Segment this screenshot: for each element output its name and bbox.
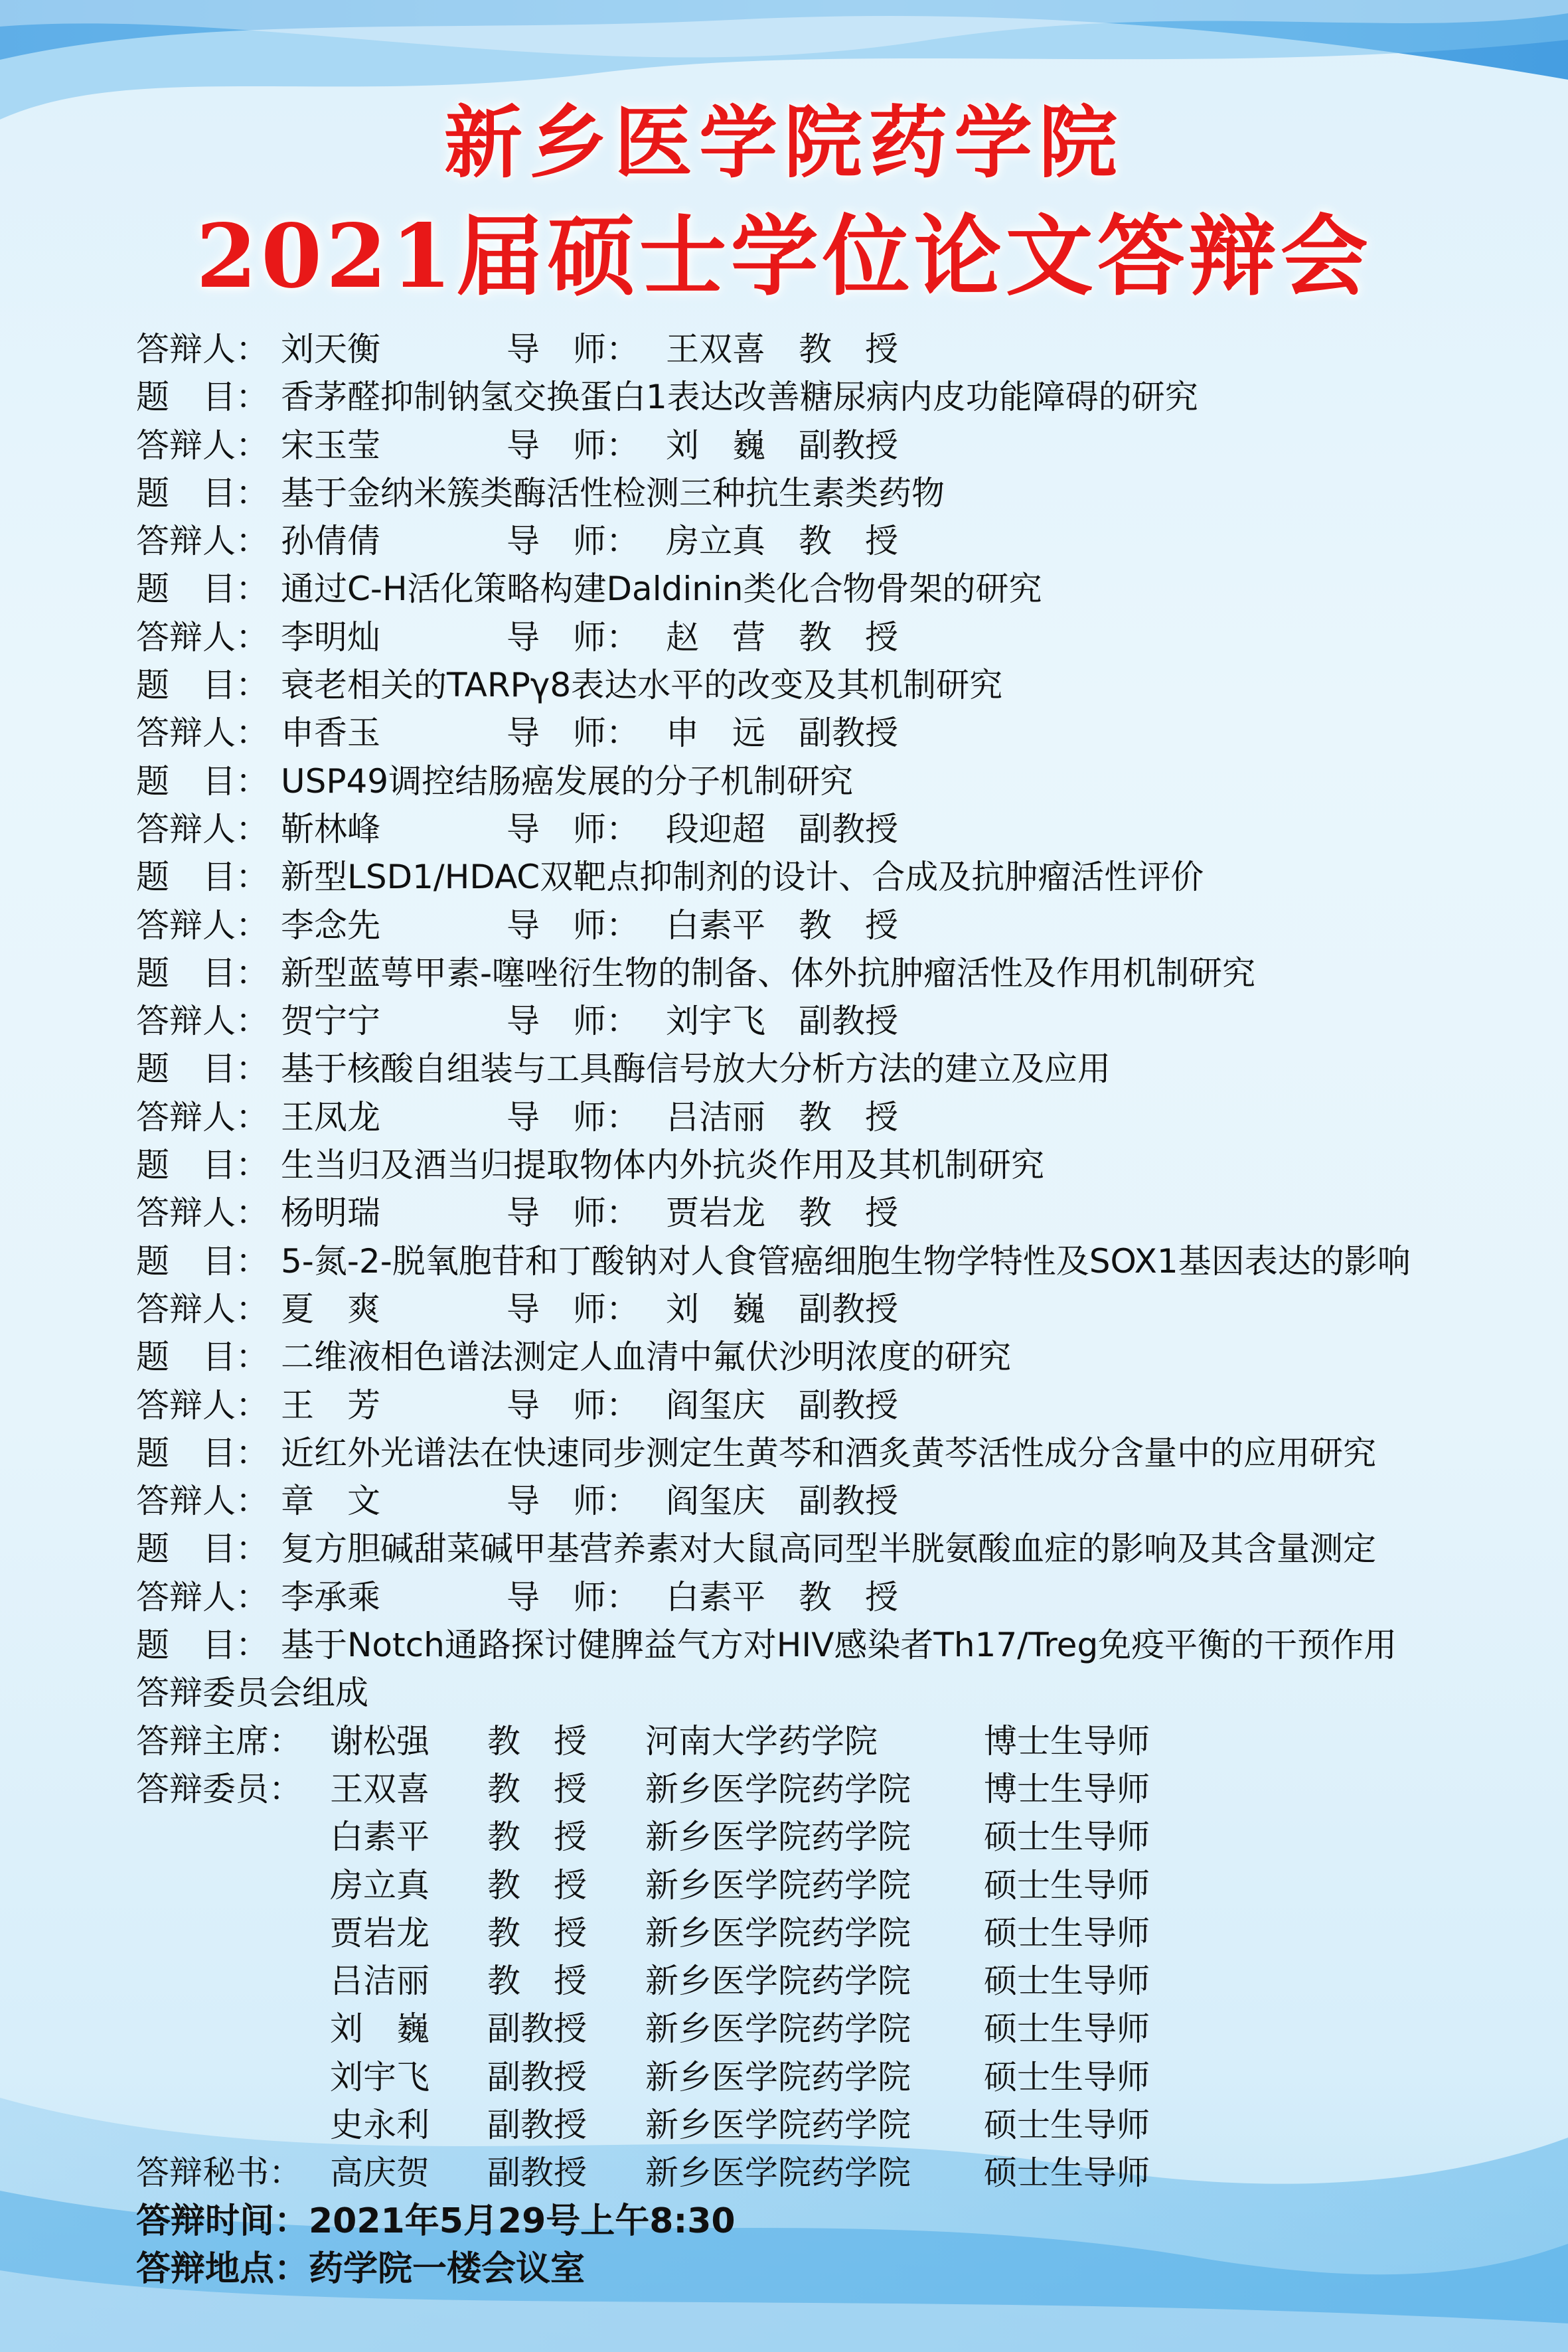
defender-row (136, 517, 1530, 565)
defender-row (136, 422, 1530, 469)
defender-row (136, 902, 1530, 949)
advisor-name: 白素平 教 授 (666, 905, 898, 945)
defender-row (136, 805, 1530, 853)
topic-label: 题 目： (136, 1433, 269, 1472)
committee-heading: 答辩委员会组成 (136, 1674, 368, 1713)
advisor-name: 阎玺庆 副教授 (666, 1482, 898, 1521)
member-rank: 教 授 (487, 1721, 587, 1761)
defender-label: 答辩人： (136, 714, 269, 753)
member-name: 刘 巍 (330, 2009, 430, 2049)
defender-label: 答辩人： (136, 1097, 269, 1137)
defender-name: 刘天衡 (281, 330, 380, 368)
defender-name: 李明灿 (281, 617, 380, 657)
topic-row (136, 757, 1530, 805)
defender-label: 答辩人： (136, 1289, 269, 1328)
topic-label: 题 目： (136, 953, 269, 992)
advisor-name: 王双喜 教 授 (666, 330, 898, 368)
committee-member-row (136, 2053, 1530, 2101)
member-rank: 副教授 (487, 2105, 587, 2144)
member-role: 硕士生导师 (984, 1962, 1150, 2001)
topic-label: 题 目： (136, 473, 269, 512)
topic-text: 新型LSD1/HDAC双靶点抑制剂的设计、合成及抗肿瘤活性评价 (281, 858, 1204, 897)
topic-row (136, 661, 1530, 709)
defender-label: 答辩人： (136, 1482, 269, 1521)
committee-member-row (136, 1813, 1530, 1861)
topic-row (136, 373, 1530, 421)
member-rank: 教 授 (487, 1769, 587, 1808)
member-name: 史永利 (330, 2105, 430, 2144)
advisor-name: 申 远 副教授 (666, 714, 898, 753)
defender-row (136, 1285, 1530, 1333)
member-institution: 新乡医学院药学院 (645, 2009, 911, 2049)
defender-label: 答辩人： (136, 1577, 269, 1616)
defender-name: 贺宁宁 (281, 1002, 380, 1041)
committee-member-row (136, 1957, 1530, 2005)
defense-place: 答辩地点：药学院一楼会议室 (136, 2248, 586, 2289)
defender-name: 杨明瑞 (281, 1194, 380, 1233)
committee-member-row (136, 1765, 1530, 1813)
defender-label: 答辩人： (136, 330, 269, 368)
advisor-name: 白素平 教 授 (666, 1577, 898, 1616)
topic-text: 基于金纳米簇类酶活性检测三种抗生素类药物 (281, 473, 945, 512)
advisor-label: 导 师： (507, 905, 639, 945)
advisor-label: 导 师： (507, 617, 639, 657)
committee-label: 答辩委员： (136, 1769, 302, 1808)
defender-name: 李念先 (281, 905, 380, 945)
defender-name: 王凤龙 (281, 1097, 380, 1137)
committee-chair-row (136, 1717, 1530, 1765)
member-institution: 新乡医学院药学院 (645, 1818, 911, 1857)
defender-row (136, 613, 1530, 661)
topic-label: 题 目： (136, 378, 269, 417)
member-role: 硕士生导师 (984, 1913, 1150, 1952)
defender-name: 宋玉莹 (281, 426, 380, 465)
member-name: 刘宇飞 (330, 2057, 430, 2096)
defense-time: 答辩时间：2021年5月29号上午8:30 (136, 2201, 736, 2241)
defender-row (136, 1189, 1530, 1237)
member-role: 硕士生导师 (984, 2057, 1150, 2096)
committee-label: 答辩主席： (136, 1721, 302, 1761)
topic-text: 复方胆碱甜菜碱甲基营养素对大鼠高同型半胱氨酸血症的影响及其含量测定 (281, 1529, 1376, 1569)
advisor-name: 刘 巍 副教授 (666, 1289, 898, 1328)
defender-name: 王 芳 (281, 1385, 380, 1425)
defender-row (136, 1477, 1530, 1525)
topic-label: 题 目： (136, 1529, 269, 1569)
member-role: 硕士生导师 (984, 1865, 1150, 1905)
poster-subtitle: 2021届硕士学位论文答辩会 (196, 205, 1372, 308)
committee-secretary-row (136, 2149, 1530, 2197)
topic-row (136, 1333, 1530, 1381)
defender-row (136, 709, 1530, 757)
member-rank: 副教授 (487, 2057, 587, 2096)
advisor-name: 段迎超 副教授 (666, 809, 898, 848)
advisor-label: 导 师： (507, 1194, 639, 1233)
advisor-label: 导 师： (507, 1385, 639, 1425)
defense-list (136, 325, 1530, 2293)
member-role: 硕士生导师 (984, 2105, 1150, 2144)
topic-row (136, 1621, 1530, 1669)
topic-row (136, 1045, 1530, 1093)
topic-text: USP49调控结肠癌发展的分子机制研究 (281, 761, 854, 801)
member-rank: 教 授 (487, 1962, 587, 2001)
member-institution: 新乡医学院药学院 (645, 1865, 911, 1905)
advisor-name: 刘 巍 副教授 (666, 426, 898, 465)
advisor-label: 导 师： (507, 714, 639, 753)
defender-name: 靳林峰 (281, 809, 380, 848)
topic-text: 基于核酸自组装与工具酶信号放大分析方法的建立及应用 (281, 1050, 1111, 1089)
advisor-name: 赵 营 教 授 (666, 617, 898, 657)
defender-label: 答辩人： (136, 426, 269, 465)
advisor-label: 导 师： (507, 330, 639, 368)
topic-text: 衰老相关的TARPγ8表达水平的改变及其机制研究 (281, 666, 1003, 705)
member-institution: 新乡医学院药学院 (645, 1962, 911, 2001)
member-rank: 教 授 (487, 1865, 587, 1905)
member-name: 高庆贺 (330, 2154, 430, 2193)
topic-text: 5-氮-2-脱氧胞苷和丁酸钠对人食管癌细胞生物学特性及SOX1基因表达的影响 (281, 1241, 1411, 1281)
topic-row (136, 949, 1530, 997)
topic-label: 题 目： (136, 761, 269, 801)
defender-row (136, 1381, 1530, 1429)
defender-name: 申香玉 (281, 714, 380, 753)
topic-text: 基于Notch通路探讨健脾益气方对HIV感染者Th17/Treg免疫平衡的干预作用 (281, 1626, 1397, 1665)
defender-name: 李承乘 (281, 1577, 380, 1616)
topic-row (136, 1525, 1530, 1573)
topic-text: 通过C-H活化策略构建Daldinin类化合物骨架的研究 (281, 570, 1042, 609)
advisor-name: 吕洁丽 教 授 (666, 1097, 898, 1137)
topic-text: 香茅醛抑制钠氢交换蛋白1表达改善糖尿病内皮功能障碍的研究 (281, 378, 1198, 417)
advisor-name: 刘宇飞 副教授 (666, 1002, 898, 1041)
topic-label: 题 目： (136, 1338, 269, 1377)
defender-name: 章 文 (281, 1482, 380, 1521)
topic-label: 题 目： (136, 1241, 269, 1281)
committee-member-row (136, 1909, 1530, 1957)
member-institution: 新乡医学院药学院 (645, 2105, 911, 2144)
member-rank: 副教授 (487, 2009, 587, 2049)
advisor-label: 导 师： (507, 1097, 639, 1137)
member-name: 谢松强 (330, 1721, 430, 1761)
topic-label: 题 目： (136, 1146, 269, 1185)
advisor-label: 导 师： (507, 1002, 639, 1041)
topic-row (136, 469, 1530, 517)
member-institution: 新乡医学院药学院 (645, 1769, 911, 1808)
topic-text: 二维液相色谱法测定人血清中氟伏沙明浓度的研究 (281, 1338, 1011, 1377)
member-rank: 教 授 (487, 1818, 587, 1857)
defender-label: 答辩人： (136, 809, 269, 848)
member-institution: 新乡医学院药学院 (645, 2154, 911, 2193)
topic-label: 题 目： (136, 1626, 269, 1665)
advisor-name: 贾岩龙 教 授 (666, 1194, 898, 1233)
advisor-label: 导 师： (507, 809, 639, 848)
defender-label: 答辩人： (136, 905, 269, 945)
defender-name: 孙倩倩 (281, 522, 380, 561)
topic-row (136, 565, 1530, 613)
advisor-label: 导 师： (507, 426, 639, 465)
defender-label: 答辩人： (136, 522, 269, 561)
topic-row (136, 1141, 1530, 1189)
topic-text: 新型蓝萼甲素-噻唑衍生物的制备、体外抗肿瘤活性及作用机制研究 (281, 953, 1256, 992)
member-name: 贾岩龙 (330, 1913, 430, 1952)
member-role: 硕士生导师 (984, 2009, 1150, 2049)
topic-label: 题 目： (136, 1050, 269, 1089)
defender-row (136, 1093, 1530, 1141)
topic-text: 生当归及酒当归提取物体内外抗炎作用及其机制研究 (281, 1146, 1044, 1185)
member-rank: 副教授 (487, 2154, 587, 2193)
committee-label: 答辩秘书： (136, 2154, 302, 2193)
defender-label: 答辩人： (136, 1194, 269, 1233)
poster-title: 新乡医学院药学院 (443, 96, 1124, 189)
topic-row (136, 1237, 1530, 1285)
topic-label: 题 目： (136, 858, 269, 897)
defender-name: 夏 爽 (281, 1289, 380, 1328)
advisor-label: 导 师： (507, 1289, 639, 1328)
member-name: 房立真 (330, 1865, 430, 1905)
defender-label: 答辩人： (136, 1385, 269, 1425)
committee-member-row (136, 2101, 1530, 2149)
member-name: 王双喜 (330, 1769, 430, 1808)
committee-member-row (136, 2005, 1530, 2053)
member-role: 博士生导师 (984, 1769, 1150, 1808)
topic-row (136, 853, 1530, 901)
member-name: 白素平 (330, 1818, 430, 1857)
topic-label: 题 目： (136, 666, 269, 705)
defender-row (136, 997, 1530, 1045)
member-name: 吕洁丽 (330, 1962, 430, 2001)
member-role: 硕士生导师 (984, 1818, 1150, 1857)
topic-row (136, 1429, 1530, 1477)
member-institution: 新乡医学院药学院 (645, 1913, 911, 1952)
member-role: 博士生导师 (984, 1721, 1150, 1761)
topic-text: 近红外光谱法在快速同步测定生黄芩和酒炙黄芩活性成分含量中的应用研究 (281, 1433, 1376, 1472)
advisor-label: 导 师： (507, 1482, 639, 1521)
committee-member-row (136, 1861, 1530, 1909)
advisor-name: 阎玺庆 副教授 (666, 1385, 898, 1425)
defender-label: 答辩人： (136, 1002, 269, 1041)
advisor-name: 房立真 教 授 (666, 522, 898, 561)
member-rank: 教 授 (487, 1913, 587, 1952)
member-role: 硕士生导师 (984, 2154, 1150, 2193)
defender-row (136, 1573, 1530, 1621)
member-institution: 新乡医学院药学院 (645, 2057, 911, 2096)
advisor-label: 导 师： (507, 1577, 639, 1616)
topic-label: 题 目： (136, 570, 269, 609)
defender-row (136, 325, 1530, 373)
member-institution: 河南大学药学院 (645, 1721, 878, 1761)
defender-label: 答辩人： (136, 617, 269, 657)
advisor-label: 导 师： (507, 522, 639, 561)
